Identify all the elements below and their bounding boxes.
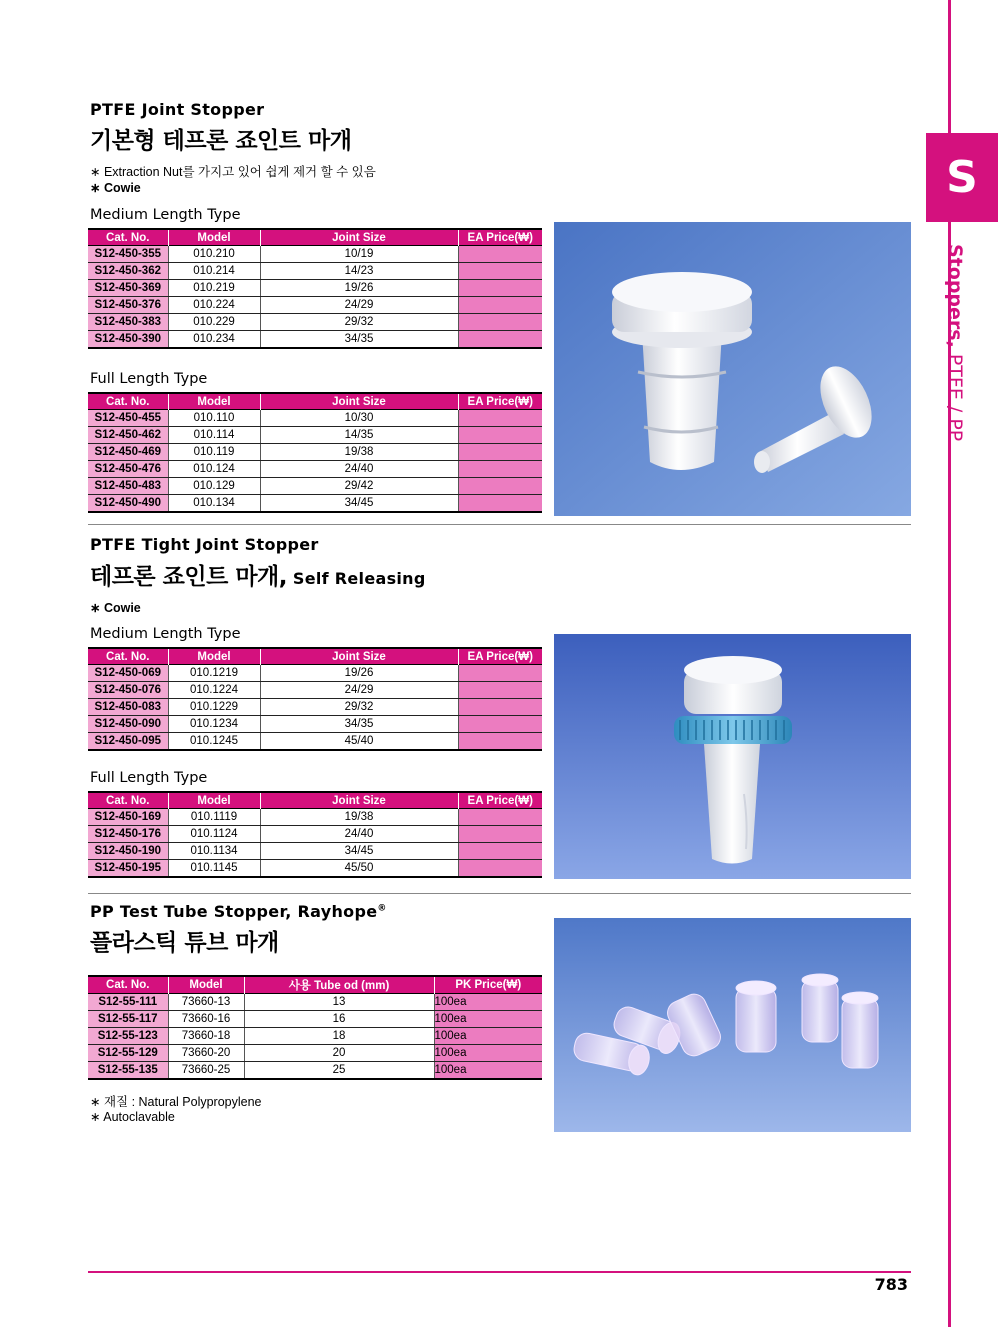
joint-size-cell: 24/40 — [260, 826, 458, 843]
cat-no-cell: S12-450-076 — [88, 682, 168, 699]
cat-no-cell: S12-55-117 — [88, 1011, 168, 1028]
section-2-medium-table — [88, 647, 542, 751]
section-3-english-title — [90, 902, 387, 921]
joint-size-cell: 10/30 — [260, 410, 458, 427]
col-price: EA Price(₩) — [458, 792, 542, 809]
table-row — [88, 246, 542, 263]
model-cell: 010.219 — [168, 280, 260, 297]
price-cell — [458, 733, 542, 751]
price-cell — [458, 716, 542, 733]
model-cell: 010.224 — [168, 297, 260, 314]
section-1-note-1: ∗ Extraction Nut를 가지고 있어 쉽게 제거 할 수 있음 — [90, 165, 376, 179]
cat-no-cell: S12-450-483 — [88, 478, 168, 495]
table-row — [88, 410, 542, 427]
section-letter-tab: S — [926, 133, 998, 222]
section-2-english-title: PTFE Tight Joint Stopper — [90, 535, 319, 554]
joint-size-cell: 24/29 — [260, 297, 458, 314]
col-price: EA Price(₩) — [458, 648, 542, 665]
col-pk-price: PK Price(₩) — [434, 976, 542, 994]
col-cat-no: Cat. No. — [88, 229, 168, 246]
category-label-bold: Stoppers, — [944, 244, 966, 348]
cat-no-cell: S12-450-490 — [88, 495, 168, 513]
table-row — [88, 716, 542, 733]
price-cell — [458, 410, 542, 427]
tube-od-cell: 20 — [244, 1045, 434, 1062]
cat-no-cell: S12-450-383 — [88, 314, 168, 331]
section-3-note-2: ∗ Autoclavable — [90, 1110, 175, 1124]
tube-od-cell: 13 — [244, 994, 434, 1011]
price-cell — [458, 314, 542, 331]
model-cell: 010.1234 — [168, 716, 260, 733]
section-1-note-2: ∗ Cowie — [90, 181, 141, 195]
joint-size-cell: 14/35 — [260, 427, 458, 444]
section-divider-1 — [88, 524, 911, 525]
table-row — [88, 1062, 542, 1080]
cat-no-cell: S12-450-095 — [88, 733, 168, 751]
col-price: EA Price(₩) — [458, 229, 542, 246]
pk-price-cell: 100ea — [434, 1045, 542, 1062]
cat-no-cell: S12-55-111 — [88, 994, 168, 1011]
model-cell: 73660-13 — [168, 994, 244, 1011]
joint-size-cell: 34/45 — [260, 495, 458, 513]
section-3-note-1: ∗ 재질 : Natural Polypropylene — [90, 1095, 262, 1109]
table-row — [88, 860, 542, 878]
price-cell — [458, 682, 542, 699]
table-row — [88, 1028, 542, 1045]
section-3-korean-title: 플라스틱 튜브 마개 — [90, 930, 279, 956]
joint-size-cell: 24/40 — [260, 461, 458, 478]
category-label-rest: PTFE / PP — [944, 347, 966, 442]
col-tube-od: 사용 Tube od (mm) — [244, 976, 434, 994]
cat-no-cell: S12-450-476 — [88, 461, 168, 478]
pk-price-cell: 100ea — [434, 1011, 542, 1028]
table-row — [88, 427, 542, 444]
section-2-title-suffix: Self Releasing — [287, 569, 426, 588]
tube-od-cell: 18 — [244, 1028, 434, 1045]
model-cell: 73660-25 — [168, 1062, 244, 1080]
cat-no-cell: S12-450-069 — [88, 665, 168, 682]
joint-size-cell: 45/50 — [260, 860, 458, 878]
joint-size-cell: 29/32 — [260, 314, 458, 331]
col-cat-no: Cat. No. — [88, 792, 168, 809]
page-number: 783 — [874, 1275, 908, 1294]
cat-no-cell: S12-55-135 — [88, 1062, 168, 1080]
cat-no-cell: S12-450-469 — [88, 444, 168, 461]
table-row — [88, 461, 542, 478]
table-row — [88, 733, 542, 751]
pp-tube-stopper-photo — [554, 918, 911, 1132]
price-cell — [458, 444, 542, 461]
model-cell: 010.210 — [168, 246, 260, 263]
col-price: EA Price(₩) — [458, 393, 542, 410]
price-cell — [458, 280, 542, 297]
model-cell: 010.1219 — [168, 665, 260, 682]
registered-mark: ® — [377, 903, 387, 914]
section-2-table-2-type: Full Length Type — [90, 770, 208, 786]
col-model: Model — [168, 792, 260, 809]
joint-size-cell: 14/23 — [260, 263, 458, 280]
table-row — [88, 314, 542, 331]
model-cell: 010.114 — [168, 427, 260, 444]
model-cell: 010.134 — [168, 495, 260, 513]
cat-no-cell: S12-450-176 — [88, 826, 168, 843]
col-model: Model — [168, 648, 260, 665]
col-joint-size: Joint Size — [260, 229, 458, 246]
section-1-english-title: PTFE Joint Stopper — [90, 100, 265, 119]
table-row — [88, 1045, 542, 1062]
price-cell — [458, 665, 542, 682]
table-row — [88, 682, 542, 699]
section-1-table-1-type: Medium Length Type — [90, 207, 241, 223]
price-cell — [458, 843, 542, 860]
pk-price-cell: 100ea — [434, 1028, 542, 1045]
price-cell — [458, 297, 542, 314]
cat-no-cell: S12-450-190 — [88, 843, 168, 860]
table-row — [88, 1011, 542, 1028]
table-row — [88, 699, 542, 716]
section-2-korean-title-main: 테프론 죠인트 마개, — [90, 564, 287, 590]
col-joint-size: Joint Size — [260, 393, 458, 410]
model-cell: 010.1134 — [168, 843, 260, 860]
price-cell — [458, 263, 542, 280]
col-model: Model — [168, 229, 260, 246]
price-cell — [458, 246, 542, 263]
joint-size-cell: 19/26 — [260, 665, 458, 682]
table-row — [88, 809, 542, 826]
price-cell — [458, 699, 542, 716]
col-joint-size: Joint Size — [260, 648, 458, 665]
pk-price-cell: 100ea — [434, 1062, 542, 1080]
model-cell: 010.124 — [168, 461, 260, 478]
col-joint-size: Joint Size — [260, 792, 458, 809]
section-2-full-table — [88, 791, 542, 878]
table-row — [88, 331, 542, 349]
joint-size-cell: 10/19 — [260, 246, 458, 263]
table-row — [88, 994, 542, 1011]
ptfe-joint-stopper-photo — [554, 222, 911, 516]
joint-size-cell: 19/38 — [260, 444, 458, 461]
table-row — [88, 280, 542, 297]
joint-size-cell: 29/32 — [260, 699, 458, 716]
model-cell: 010.234 — [168, 331, 260, 349]
table-row — [88, 826, 542, 843]
section-2-table-1-type: Medium Length Type — [90, 626, 241, 642]
cat-no-cell: S12-450-376 — [88, 297, 168, 314]
price-cell — [458, 860, 542, 878]
price-cell — [458, 331, 542, 349]
section-1-korean-title: 기본형 테프론 죠인트 마개 — [90, 128, 352, 154]
joint-size-cell: 19/26 — [260, 280, 458, 297]
model-cell: 73660-18 — [168, 1028, 244, 1045]
col-model: Model — [168, 393, 260, 410]
tube-od-cell: 16 — [244, 1011, 434, 1028]
category-vertical-label — [944, 244, 984, 474]
model-cell: 010.119 — [168, 444, 260, 461]
model-cell: 73660-20 — [168, 1045, 244, 1062]
table-row — [88, 263, 542, 280]
cat-no-cell: S12-55-123 — [88, 1028, 168, 1045]
cat-no-cell: S12-450-169 — [88, 809, 168, 826]
section-3-english-title-text: PP Test Tube Stopper, Rayhope — [90, 902, 378, 921]
cat-no-cell: S12-450-462 — [88, 427, 168, 444]
joint-size-cell: 19/38 — [260, 809, 458, 826]
section-2-note-1: ∗ Cowie — [90, 601, 141, 615]
joint-size-cell: 34/35 — [260, 331, 458, 349]
cat-no-cell: S12-450-083 — [88, 699, 168, 716]
cat-no-cell: S12-450-090 — [88, 716, 168, 733]
table-row — [88, 444, 542, 461]
section-2-korean-title — [90, 558, 426, 591]
table-row — [88, 665, 542, 682]
cat-no-cell: S12-450-362 — [88, 263, 168, 280]
price-cell — [458, 461, 542, 478]
price-cell — [458, 478, 542, 495]
model-cell: 010.214 — [168, 263, 260, 280]
cat-no-cell: S12-450-369 — [88, 280, 168, 297]
table-row — [88, 843, 542, 860]
model-cell: 010.110 — [168, 410, 260, 427]
col-model: Model — [168, 976, 244, 994]
price-cell — [458, 809, 542, 826]
price-cell — [458, 826, 542, 843]
section-3-tube-stopper-table — [88, 975, 542, 1080]
model-cell: 010.1224 — [168, 682, 260, 699]
model-cell: 010.1124 — [168, 826, 260, 843]
joint-size-cell: 34/45 — [260, 843, 458, 860]
cat-no-cell: S12-450-455 — [88, 410, 168, 427]
model-cell: 010.1145 — [168, 860, 260, 878]
joint-size-cell: 34/35 — [260, 716, 458, 733]
price-cell — [458, 427, 542, 444]
joint-size-cell: 29/42 — [260, 478, 458, 495]
table-row — [88, 495, 542, 513]
cat-no-cell: S12-450-355 — [88, 246, 168, 263]
model-cell: 010.129 — [168, 478, 260, 495]
table-row — [88, 478, 542, 495]
joint-size-cell: 45/40 — [260, 733, 458, 751]
cat-no-cell: S12-55-129 — [88, 1045, 168, 1062]
section-1-medium-table — [88, 228, 542, 349]
col-cat-no: Cat. No. — [88, 976, 168, 994]
model-cell: 010.1245 — [168, 733, 260, 751]
cat-no-cell: S12-450-390 — [88, 331, 168, 349]
ptfe-tight-joint-stopper-photo — [554, 634, 911, 879]
model-cell: 010.1119 — [168, 809, 260, 826]
section-divider-2 — [88, 893, 911, 894]
model-cell: 73660-16 — [168, 1011, 244, 1028]
footer-rule — [88, 1271, 911, 1273]
pk-price-cell: 100ea — [434, 994, 542, 1011]
model-cell: 010.1229 — [168, 699, 260, 716]
cat-no-cell: S12-450-195 — [88, 860, 168, 878]
col-cat-no: Cat. No. — [88, 648, 168, 665]
section-1-table-2-type: Full Length Type — [90, 371, 208, 387]
tube-od-cell: 25 — [244, 1062, 434, 1080]
col-cat-no: Cat. No. — [88, 393, 168, 410]
price-cell — [458, 495, 542, 513]
section-1-full-table — [88, 392, 542, 513]
table-row — [88, 297, 542, 314]
joint-size-cell: 24/29 — [260, 682, 458, 699]
model-cell: 010.229 — [168, 314, 260, 331]
